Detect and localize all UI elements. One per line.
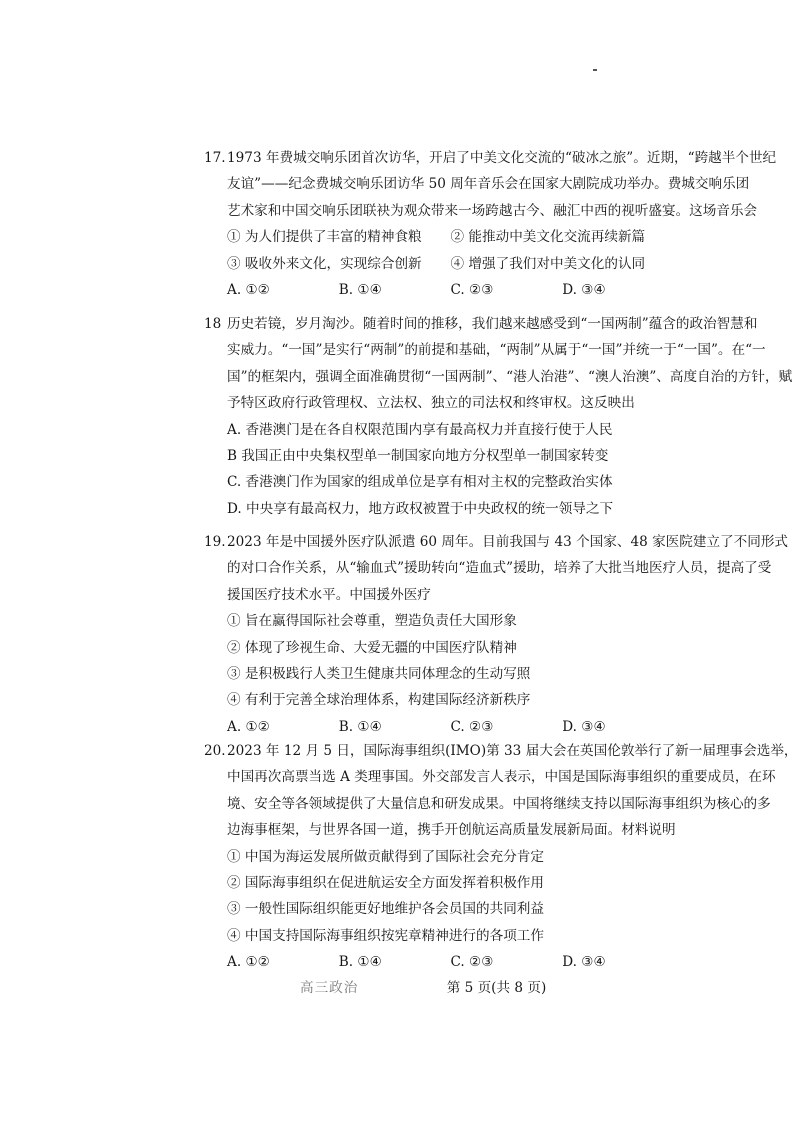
statement: ① 中国为海运发展所做贡献得到了国际社会充分肯定 [227, 848, 544, 865]
statement: ① 旨在赢得国际社会尊重，塑造负责任大国形象 [227, 613, 517, 630]
choice-c: C. 香港澳门作为国家的组成单位是享有相对主权的完整政治实体 [227, 474, 613, 491]
choice-b: B 我国正由中央集权型单一制国家向地方分权型单一制国家转变 [227, 447, 609, 464]
question-20 [204, 738, 798, 976]
option-a: A. ①② [227, 281, 270, 298]
question-number: 19. [204, 534, 226, 550]
question-stem-line: 实威力。“一国”是实行“两制”的前提和基础，“两制”从属于“一国”并统一于“一国”。在“一 [227, 342, 766, 359]
statement: ③ 一般性国际组织能更好地维护各会员国的共同利益 [227, 901, 544, 918]
question-number: 18 [204, 316, 222, 332]
question-stem-line: 边海事框架，与世界各国一道，携手开创航运高质量发展新局面。材料说明 [227, 822, 676, 839]
statement: ④ 有利于完善全球治理体系，构建国际经济新秩序 [227, 692, 531, 709]
statement: ② 体现了珍视生命、大爱无疆的中国医疗队精神 [227, 639, 517, 656]
question-number: 17. [204, 150, 226, 166]
statement: ④ 中国支持国际海事组织按宪章精神进行的各项工作 [227, 927, 544, 944]
option-c: C. ②③ [450, 281, 494, 298]
statement: ③ 是积极践行人类卫生健康共同体理念的生动写照 [227, 665, 531, 682]
question-stem-line: 予特区政府行政管理权、立法权、独立的司法权和终审权。这反映出 [227, 395, 635, 412]
option-b: B. ①④ [338, 281, 382, 298]
statement: ② 能推动中美文化交流再续新篇 [450, 229, 646, 246]
question-stem-line: 19.2023 年是中国援外医疗队派遣 60 周年。目前我国与 43 个国家、48 家医院建立了不同形式 [204, 529, 674, 555]
statement-row [204, 224, 674, 250]
question-stem-line: 艺术家和中国交响乐团联袂为观众带来一场跨越古今、融汇中西的视听盛宴。这场音乐会 [227, 202, 758, 219]
choice-d: D. 中央享有最高权力，地方政权被置于中央政权的统一领导之下 [227, 500, 614, 517]
option-b: B. ①④ [338, 954, 382, 971]
question-18 [204, 311, 793, 522]
question-stem-line: 友谊”——纪念费城交响乐团访华 50 周年音乐会在国家大剧院成功举办。费城交响乐团 [227, 176, 750, 193]
option-a: A. ①② [227, 718, 270, 735]
page-footer [300, 977, 546, 999]
scan-speck [593, 69, 597, 71]
question-stem-line: 20.2023 年 12 月 5 日，国际海事组织(IMO)第 33 届大会在英国伦敦举行了新一届理事会选举， [204, 738, 674, 764]
statement: ④ 增强了我们对中美文化的认同 [450, 255, 646, 272]
question-number: 20. [204, 743, 226, 759]
statement: ① 为人们提供了丰富的精神食粮 [227, 229, 422, 246]
option-c: C. ②③ [450, 718, 494, 735]
option-d: D. ③④ [562, 954, 606, 971]
statement: ② 国际海事组织在促进航运安全方面发挥着积极作用 [227, 874, 544, 891]
question-stem-line: 国”的框架内，强调全面准确贯彻“一国两制”、“港人治港”、“澳人治澳”、高度自治的方针，赋 [227, 368, 793, 385]
question-stem-line: 18 历史若镜，岁月淘沙。随着时间的推移，我们越来越感受到“一国两制”蕴含的政治智慧和 [204, 311, 674, 337]
footer-subject: 高三政治 [300, 980, 359, 996]
question-19 [204, 529, 789, 740]
footer-page-number: 第 5 页(共 8 页) [446, 980, 547, 996]
option-b: B. ①④ [338, 718, 382, 735]
question-17 [204, 145, 777, 303]
option-a: A. ①② [227, 954, 270, 971]
statement: ③ 吸收外来文化，实现综合创新 [227, 255, 422, 272]
answer-options [204, 949, 674, 975]
answer-options [204, 714, 674, 740]
question-stem-line: 中国再次高票当选 A 类理事国。外交部发言人表示，中国是国际海事组织的重要成员，在环 [227, 769, 776, 786]
option-c: C. ②③ [450, 954, 494, 971]
question-stem-line: 的对口合作关系，从“输血式”援助转向“造血式”援助，培养了大批当地医疗人员，提高了受 [227, 560, 772, 577]
statement-row [204, 251, 674, 277]
option-d: D. ③④ [562, 718, 606, 735]
option-d: D. ③④ [562, 281, 606, 298]
choice-a: A. 香港澳门是在各自权限范围内享有最高权力并直接行使于人民 [227, 421, 613, 438]
question-stem-line: 境、安全等各领域提供了大量信息和研发成果。中国将继续支持以国际海事组织为核心的多 [227, 795, 771, 812]
question-stem-line: 17.1973 年费城交响乐团首次访华，开启了中美文化交流的“破冰之旅”。近期，“跨越半个世纪 [204, 145, 674, 171]
answer-options [204, 277, 674, 303]
question-stem-line: 援国医疗技术水平。中国援外医疗 [227, 586, 431, 603]
